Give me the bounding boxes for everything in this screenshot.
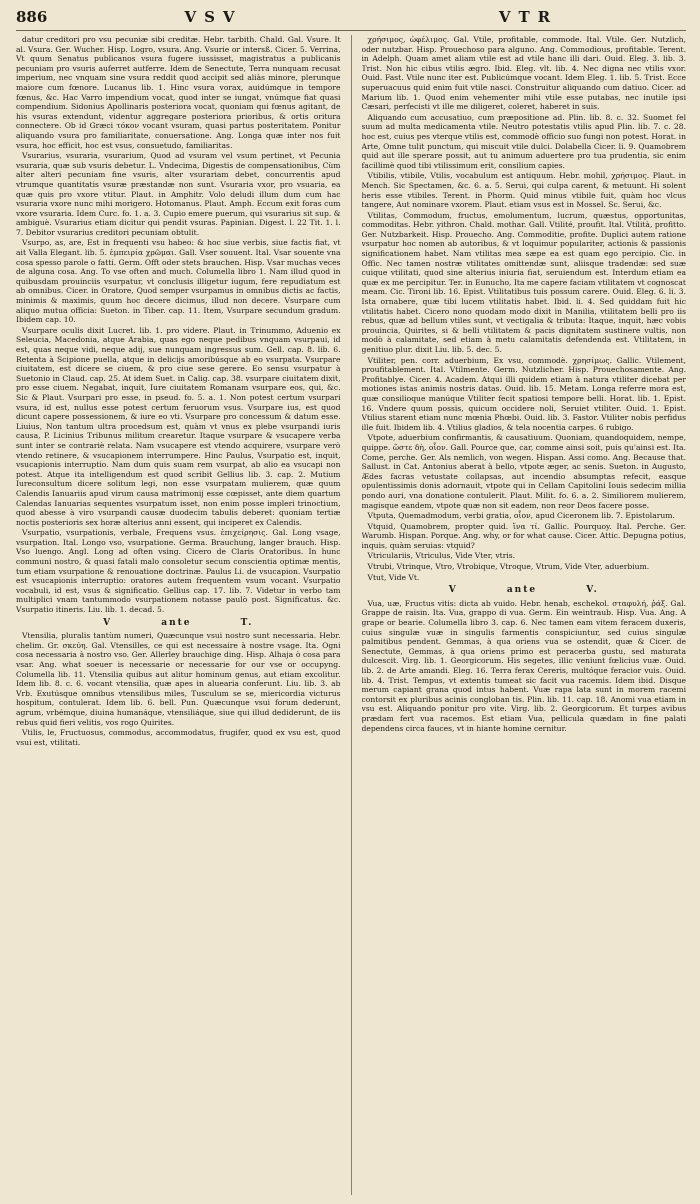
running-head-left: VSV — [184, 8, 243, 26]
dictionary-entry: Vtpote, aduerbium confirmantis, & causatiuum. Quoniam, quandoquidem, nempe, quippe. ὥστε δὴ, οἷον. Gall. Pource que, car, comme ainsi soit, puis qu'ainsi est. Ita. Come, perche. Ger. Als nemlich, von wegen. Hispan. Assi como. Ang. Because that. Sallust. in Cat. Antonius aberat à bello, vtpote æger, ac senis. Sueton. in Augusto, Ædes facras vetustate collapsas, aut incendio absumptas refecit, easque opulentissimis donis adornauit, vtpote qui in Cellam Capitolini Iouis sedecim millia pondo auri, vna donatione contulerit. Plaut. Milit. fo. 6. a. 2. Similiorem mulierem, magisque eandem, vtpote quæ non sit eadem, non reor Deos facere posse. — [361, 433, 686, 510]
divider-letter: V — [448, 585, 458, 596]
dictionary-entry: Vtputa, Quemadmodum, verbi gratia, οἷον, apud Ciceronem lib. 7. Epistolarum. — [367, 511, 675, 521]
dictionary-entry: Vtut, Vide Vt. — [367, 572, 420, 582]
page-number: 886 — [16, 8, 48, 26]
dictionary-entry: Vtilis, le, Fructuosus, commodus, accommodatus, frugifer, quod ex vsu est, quod vsui est, vtilitati. — [16, 728, 341, 747]
left-column — [16, 35, 341, 1195]
dictionary-entry: Vsurpo, as, are, Est in frequenti vsu habeo: & hoc siue verbis, siue factis fiat, vt ait Valla Elegant. lib. 5. ἐμπειρία χρῶμαι. Gall. Vser souuent. Ital. Vsar souente vna cosa spesso parole o fatti. Germ. Offt oder stets brauchen. Hisp. Vsar muchas veces de alguna cosa. Ang. To vse often and much. Columella libro 1. Nam illud quod in quibusdam prouinciis vsurpatur, vt conclusis illigetur iugum, fere repudiatum est ab omnibus. Cicer. in Oratore, Quod semper vsurpamus in omnibus dictis ac factis, minimis & maximis, quum hoc decere dicimus, illud non decere. Vsurpare cum aliquo mutua officia: Sueton. in Tiber. cap. 11. Item, Vsurpare secundum gradum. Ibidem cap. 10. — [16, 238, 341, 325]
section-divider — [362, 586, 687, 596]
dictionary-entry: Vtensilia, pluralis tantùm numeri, Quæcunque vsui nostro sunt necessaria. Hebr. chelim. Gr. σκεύη. Gal. Vtensilles, ce qui est necessaire à nostre vsage. Ita. Ogni cosa necessaria à nostro vso. Ger. Allerley brauchige ding. Hisp. Alhaja ò cosa para vsar. Ang. what soeuer is necessarie or necessarie for our vse or occupyng. Columella lib. 11. Vtensilia quibus aut alitur hominum genus, aut etiam excolitur. Idem lib. 8. c. 6. vocant vtensilia, quæ apes in aluearia conferunt. Liu. lib. 3. ab Vrb. Exutúsque omnibus vtensilibus miles, Tusculum se se, miericordia victurus hospitum, contulerat. Idem lib. 6. bell. Pun. Quæcunque vsui forum dederunt, agrum, vrbémque, diuina humanáque, vtensiliáque, siue qui illud dediderunt, de iis rebus quid fieri velitis, vos rogo Quirites. — [16, 631, 341, 727]
dictionary-entry: Vtrubi, Vtrinque, Vtro, Vtrobique, Vtroque, Vtrum, Vide Vter, aduerbium. — [367, 562, 650, 572]
dictionary-entry: Vsurpatio, vsurpationis, verbale, Frequens vsus. ἐπιχείρησις. Gal. Long vsage, vsurpation. Ital. Longo vso, vsurpatione. Germa. Brauchung, langer brauch. Hisp. Vso luengo. Angl. Long ad often vsing. Cicero de Claris Oratoribus. In hunc communi nostro, & quasi fatali malo consoletur secum conscientia optimæ mentis, tum etiam vsurpatione & renouatione doctrinæ. Paulus Li. de vsucapion. Vsurpatio est vsucapionis interruptio: oratores autem frequentem vsum vocant. Vsurpatio vocabuli, id est, vsus & significatio. Gellius cap. 17. lib. 7. Videtur in verbo tam multiplici vnam tantummodo vsurpationem notasse paulò post. Significatus. &c. Vsurpatio itineris. Liu. lib. 1. decad. 5. — [16, 528, 341, 615]
running-header — [16, 8, 686, 31]
dictionary-entry: Vtriculariis, Vtriculus, Vide Vter, vtris. — [367, 551, 516, 561]
section-divider — [16, 619, 341, 629]
dictionary-entry: χρήσιμος, ὠφέλιμος. Gal. Vtile, profitable, commode. Ital. Vtile. Ger. Nutzlich, oder nutzbar. Hisp. Prouechoso para alguno. Ang. Commodious, profitable. Terent. in Adelph. Quam amet aliam vtile est ad vtile hanc illi dari. Ouid. Eleg. 3. lib. 3. Trist. Non hic cibus vtilis ægro. Ibid. Eleg. vlt. lib. 4. Nec digna nec vtilis vxor. Ouid. Fast. Vtile nunc iter est. Publicúmque vocant. Idem Eleg. 1. lib. 5. Trist. Ecce superuacuus quid enim fuit vtile nasci. Construitur aliquando cum datiuo. Cicer. ad Marium lib. 1. Quod enim vehementer mihi vtile esse putabas, nec inutile ipsi Cæsari, perfecisti vt ille me diligeret, coleret, haberet in suis. — [361, 35, 686, 112]
dictionary-entry: Vsurarius, vsuraria, vsurarium, Quod ad vsuram vel vsum pertinet, vt Pecunia vsuraria, quæ sub vsuris debetur. L. Vndecima, Digestis de compensationibus, Cùm alter alteri pecuniam fine vsuris, alter vsurariam debet, concurrentis apud vtrumque quantitatis vsuræ præstandæ non sunt. Vsuraria vxor, pro vsuaria, ea quæ quis pro vxore vtitur. Plaut. in Amphitr. Volo deludi illum dum cum hac vsuraria vxore nunc mihi morigero. Hotomanus. Plaut. Amph. Eccum exit foras cum vxore vsuraria. Idem Curc. fo. 1. a. 3. Cupio emere puerum, qui vsurarius sit sup. & ambiguè. Vsurarius etiam dicitur qui pendit vsuras. Papinian. Digest. l. 22 Tit. 1. l. 7. Debitor vsurarius creditori pecuniam obtulit. — [16, 151, 341, 237]
column-rule — [351, 35, 352, 1195]
dictionary-entry: Vsurpare oculis dixit Lucret. lib. 1. pro videre. Plaut. in Trinummo, Aduenio ex Seleucia, Macedonia, atque Arabia, quas ego neque pedibus vnquam vsurpaui, id est, quas neque vidi, neque adij, sue nunquam ingressus sum. Gell. cap. 8. lib. 6. Retenta à Scipione puella, atque in delicijs amoribúsque ab eo vsurpata. Vsurpare ciuitatem, est dicere se ciuem, & pro ciue sese gerere. Eo sensu vsurpatur à Suetonio in Claud. cap. 25. At idem Suet. in Calig. cap. 38. vsurpare ciuitatem dixit, pro esse ciuem. Negabat, inquit, Iure ciuitatem Romanam vsurpare eos, qui, &c. Sic & Plaut. Vsurpari pro esse, in pseud. fo. 5. a. 1. Non potest certum vsurpari vsura, id est, nullus esse potest certum feruorum vsus. Vsurpare ius, est quod dicunt capere possessionem, & iure eo vti. Vsurpare pro concessum & datum esse. Liuius, Non tantum ultra procedsum est, quàm vt vnus ex plebe vsurpandi iuris causa, P. Licinius Tribunus militum crearetur. Itaque vsurpare & vsucapere verba sunt inter se contrariè relata. Nam vsucapere est vtendo acquirere, vsurpare verò vtendo retinere, & vsucapionem interrumpere. Hinc Paulus, Vsurpatio est, inquit, vsucapionis interruptio. Nam dum quis suam rem vsurpat, ab alio ea vsucapi non potest. Atque ita intelligendum est quod scribit Gellius lib. 3. cap. 2. Mutium Iureconsultum dicere solitum legi, non esse vsurpatam mulierem, quæ quum Calendis Ianuariis apud virum causa matrimonij esse cœpisset, ante diem quartum Calendas Ianuarias sequentes vsurpatum isset, non enim posse impleri trinoctium, quod abesse à viro vsurpandi causæ duodecim tabulis deberet: quoniam tertiæ noctis posterioris sex horæ alterius anni essent, qui inciperet ex Calendis. — [16, 325, 341, 527]
two-column-body — [16, 35, 686, 1195]
dictionary-entry: Vtilitas, Commodum, fructus, emolumentum, lucrum, quæstus, opportunitas, commoditas. Hebr. yithron. Chald. mothar. Gall. Vtilité, proufit. Ital. Vtilità, profitto. Ger. Nutzbarkeit. Hisp. Prouecho. Ang. Commoditie, profite. Duplici autem ratione vsurpatur hoc nomen ab autoribus, & vt loquimur populariter, actionis & passionis significationem habet. Nam vtilitas mea sæpe ea est quam ego percipio. Cic. in Offic. Nec tamen nostræ vtilitates omittendæ sunt, aliisque tradendæ: sed suæ cuique vtilitati, quod sine alterius iniuria fiat, seruiendum est. Interdum etiam ea quæ ex me percipitur. Ter. in Eunucho, Ita me capere faciam vtilitatem vt cognoscat meam. Cic. Tironi lib. 16. Epist. Vtilitatibus tuis possum carere. Ouid. Eleg. 6. li. 3. Ista ornabere, quæ tibi lucem vtilitatis habet. Ibid. li. 4. Sed quiddam fuit hic vtilitatis habet. Cicero nono quodam modo dixit in Manilia, vtilitatem belli pro iis rebus, quæ ad bellum vtiles sunt, vt vectigalia & tributa: Itaque, inquit, hæc vobis prouincia, Quirites, si & belli vtilitatem & pacis dignitatem sustinere vultis, non modò à calamitate, sed etiam à metu calamitatis defendenda est. Vtilitatem, in genitiuo plur. dixit Liu. lib. 5. dec. 5. — [361, 210, 686, 354]
running-head-right: VTR — [498, 8, 559, 26]
divider-word: ante — [506, 585, 538, 596]
divider-letter: V — [103, 617, 113, 628]
divider-letter: V. — [586, 585, 599, 596]
dictionary-entry: Vua, uæ, Fructus vitis: dicta ab vuido. Hebr. henab, eschekol. σταφυλή, ῥάξ. Gal. Grappe de raisin. Ita. Vua, grappo di vua. Germ. Ein weintraub. Hisp. Vua. Ang. A grape or bearie. Columella libro 3. cap. 6. Nec tamen eam vitem feracem duxeris, cuius singulæ vuæ in singulis farmentis conspiciuntur, sed cuius singulæ palmitibus pendent. Gemmas, à qua oriens vua se ostendit, quæ & Cicer. de Senectute, Gemmas, à qua oriens primo est peracerba gustu, sed maturata dulcescit. Virg. lib. 1. Georgicorum. His segetes, illic veniunt fœlicius vuæ. Ouid. lib. 2. de Arte amandi. Eleg. 16. Terra ferax Cereris, multóque feracior vuis. Ouid. lib. 4. Trist. Tempus, vt extentis tumeat sic facit vua racemis. Idem ibid. Disque merum capiant grana quod intus habent. Vuæ rapa lata sunt in morem racemi contorsit ex pluribus acinis congloban tis. Plin. lib. 11. cap. 18. Anomi vua etiam in vsu est. Aliquando ponitur pro vite. Virg. lib. 2. Georgicorum. Et turpes avibus prædam fert vua racemos. Est etiam Vua, pellicula quædam in fine palati dependens circa fauces, vt in hiante homine cernitur. — [361, 598, 686, 733]
dictionary-entry: Vtiliter, pen. corr. aduerbium, Ex vsu, commodè. χρησίμως. Gallic. Vtilement, proufitablement. Ital. Vtilmente. Germ. Nutzlicher. Hisp. Prouechosamente. Ang. Profitablye. Cicer. 4. Academ. Atqui illi quidem etiam à natura vtiliter dicebat per motiones istas animis nostris datas. Ouid. lib. 15. Metam. Longa referre mora est, quæ consilioque manúque Vtiliter fecit spatiosi tempore belli. Horat. lib. 1. Epist. 16. Vndere quum possis, quicum occidere noli, Seruiet vtiliter. Ouid. 1. Epist. Vtilius starent etiam nunc mœnia Phœbi. Ouid. lib. 3. Fastor. Vtiliter nobis perfidus ille fuit. Ibidem lib. 4. Vtilius gladios, & tela nocentia carpes. 6 rubigo. — [361, 355, 686, 432]
divider-letter: T. — [240, 617, 254, 628]
dictionary-entry: Vtquid, Quamobrem, propter quid. ἵνα τί. Gallic. Pourquoy. Ital. Perche. Ger. Warumb. Hispan. Porque. Ang. why, or for what cause. Cicer. Attic. Depugna potius, inquis, quàm seruias: vtquid? — [361, 521, 686, 550]
dictionary-entry: datur creditori pro vsu pecuniæ sibi creditæ. Hebr. tarbith. Chald. Gal. Vsure. It al. Vsura. Ger. Wucher. Hisp. Logro, vsura. Ang. Vsurie or intersß. Cicer. 5. Verrina, Vt quum Senatus publicanos vsura fugere iussisset, magistratus a publicanis pecuniam pro vsuris auferret autferre. Idem de Senectute, Terra nunquam recusat imperium, nec vnquam sine vsura reddit quod accipit sed aliàs minore, plerunque maiore cum fœnore. Lucanus lib. 1. Hinc vsura vorax, auidúmque in tempore fœnus, &c. Hac Varro impendium vocat, quod inter se iungat, vnúmque fiat quasi compendium. Sidonius Apollinaris posteriora vocat, quoniam qui fœnus agitant, de his vsuras extendunt, videntur aggregare posteriora prioribus, & ortis oritura connectere. Ob id Græci τόκον vocant vsuram, quasi partus posteritatem. Ponitur aliquando vsura pro familiaritate, conuersatione. Ang. Longa quæ inter nos fuit vsura, hoc efficit, hoc est vsus, consuetudo, familiaritas. — [16, 35, 341, 150]
dictionary-entry: Aliquando cum accusatiuo, cum præpositione ad. Plin. lib. 8. c. 32. Suomet fel suum ad multa medicamenta vtile. Neutro potestatis vtilis apud Plin. lib. 7. c. 28. hoc est, cuius pes vterque vtilis est, commodè officio suo fungi non potest. Horat. in Arte, Omne tulit punctum, qui miscuit vtile dulci. Dolabella Cicer. li. 9. Quamobrem quid aut ille sperare possit, aut tu animum aduertere pro tua prudentia, sic enim facillimè quod tibi vtilissimum erit, consilium capies. — [361, 112, 686, 170]
divider-word: ante — [161, 617, 192, 628]
right-column — [362, 35, 687, 1195]
dictionary-entry: Vtibilis, vtibile, Vtilis, vocabulum est antiquum. Hebr. mohil, χρήσιμος. Plaut. in Mench. Sic Spectamen, &c. 6. a. 5. Serui, qui culpa carent, & metuunt. Hi solent heris esse vtibiles. Terent. in Phorm. Quid minus vtibile fuit, quàm hoc vlcus tangere, Aut nominare vxorem. Plaut. etiam vsus est in Mossel. Sc. Serui, &c. — [361, 171, 686, 210]
